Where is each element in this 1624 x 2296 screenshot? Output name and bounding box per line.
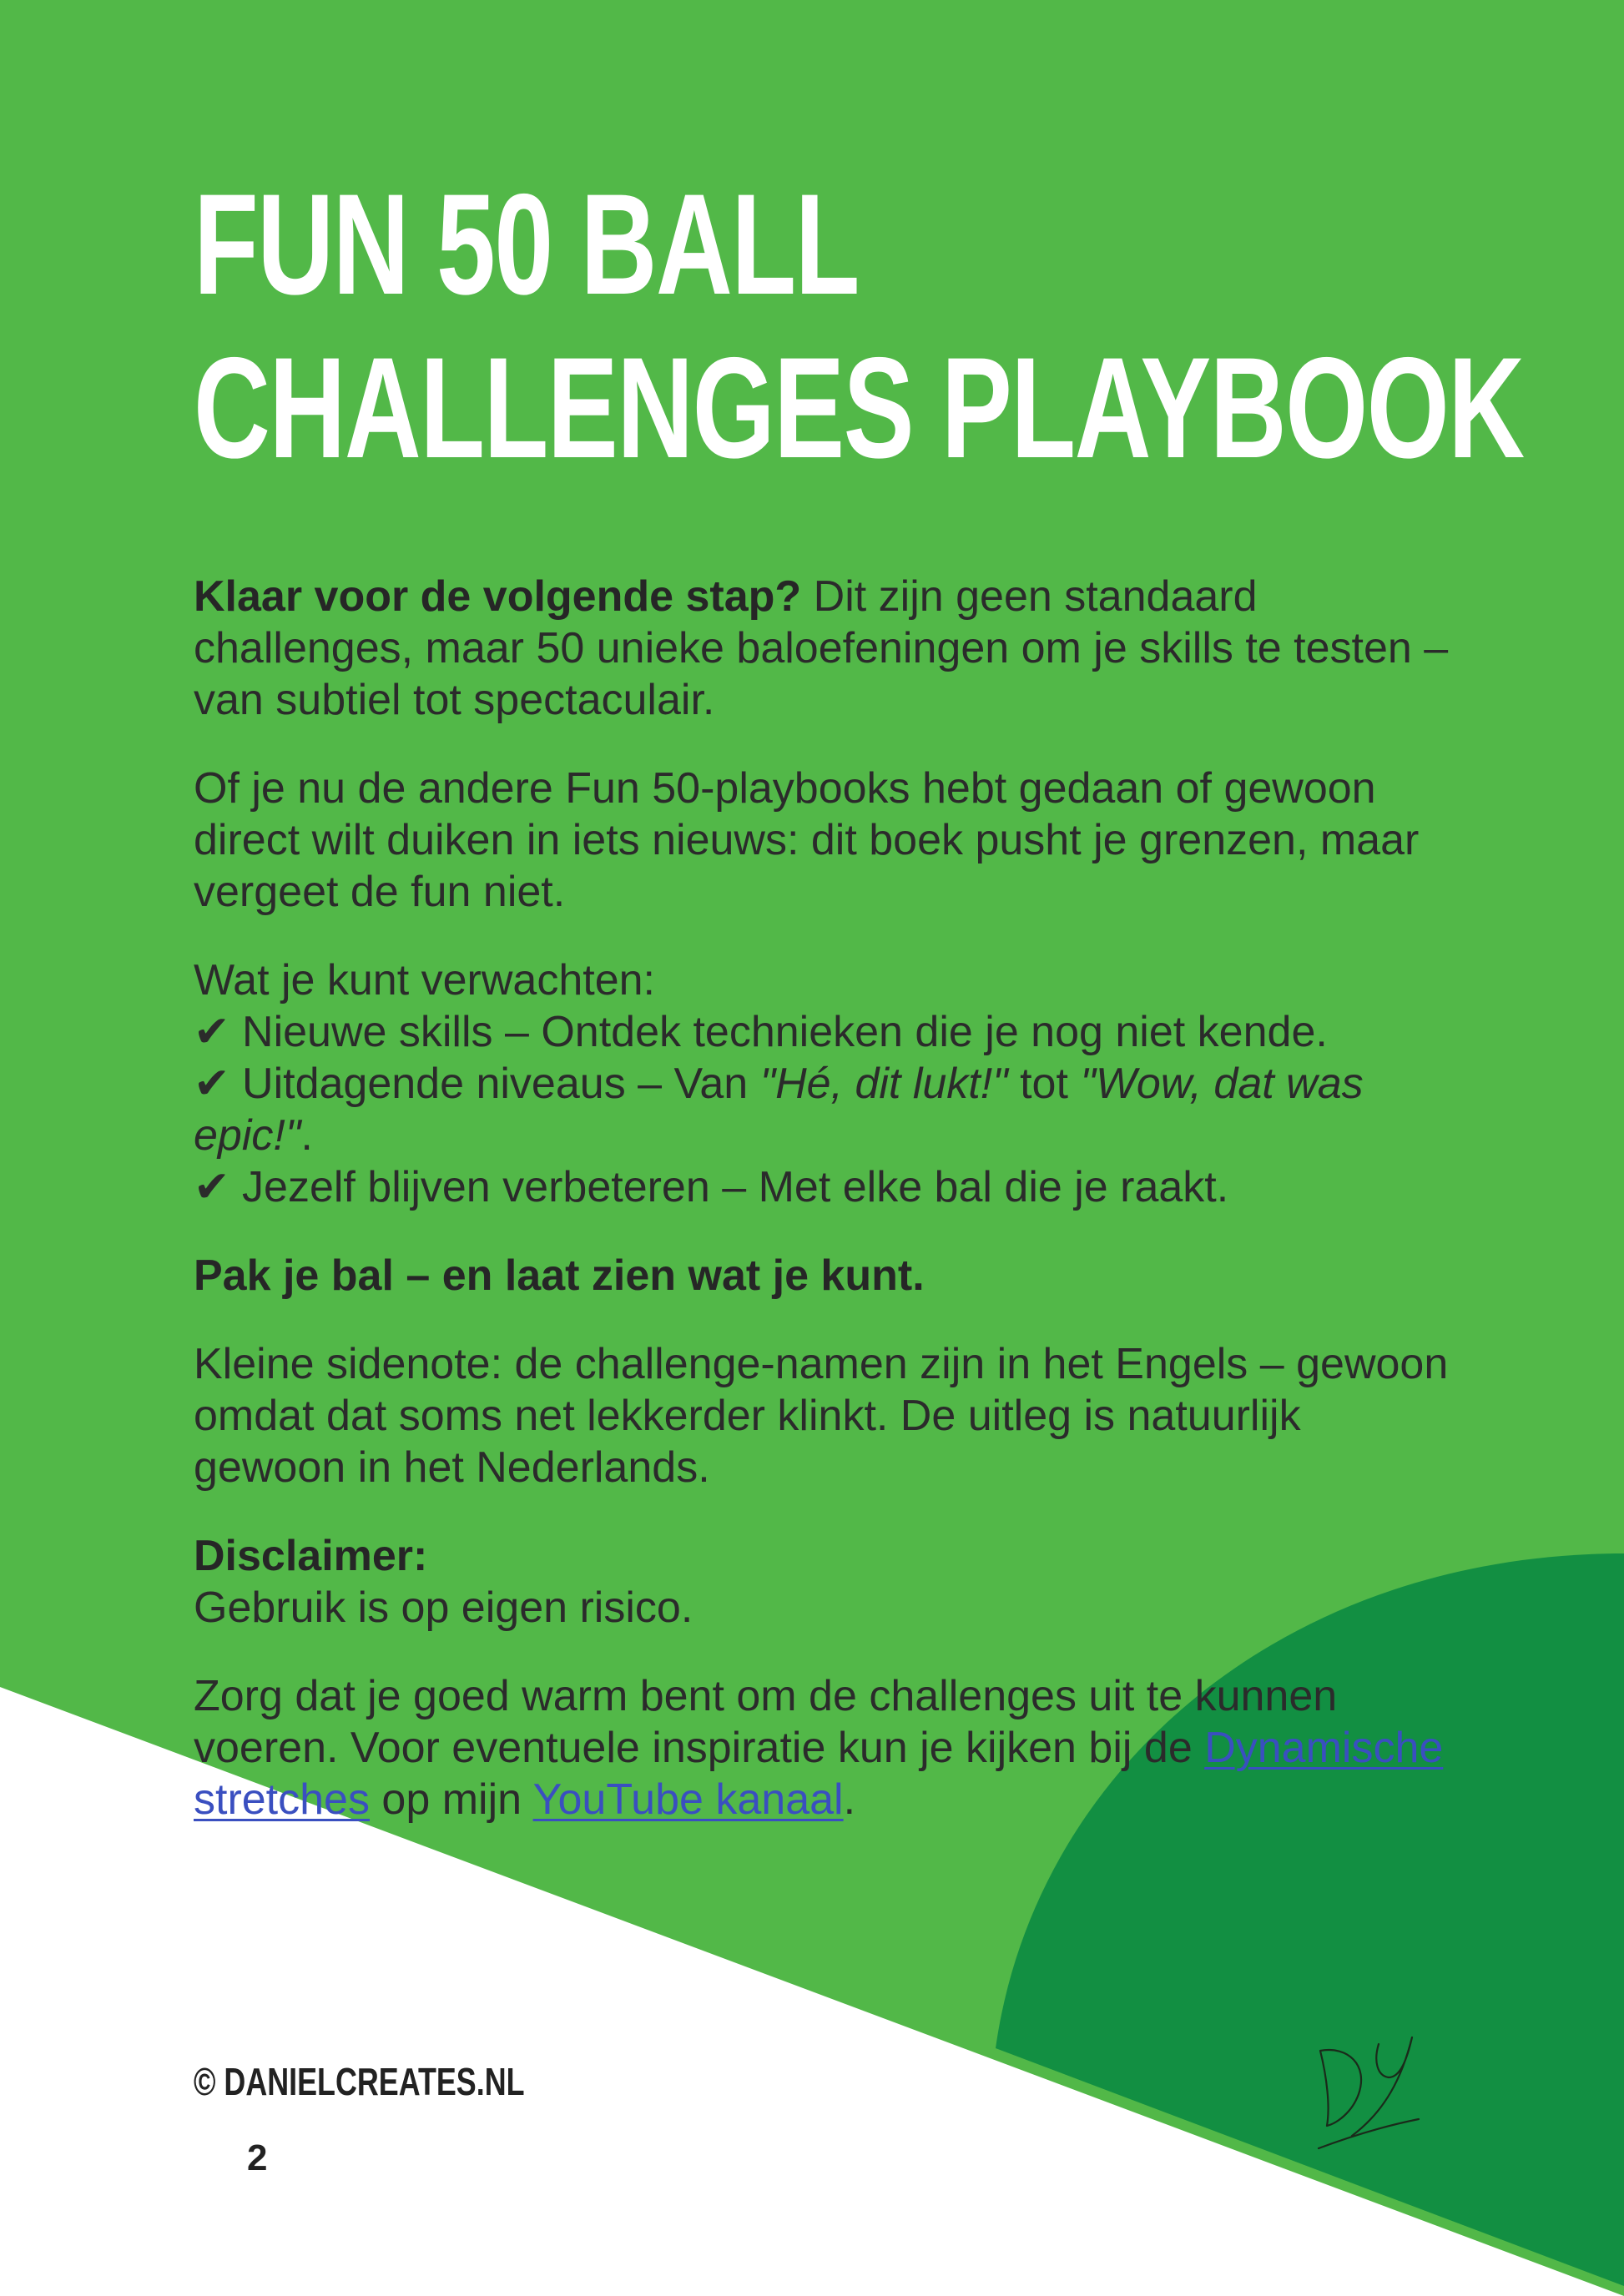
call-to-action [194, 1250, 1462, 1302]
cta-text: Pak je bal – en laat zien wat je kunt. [194, 1251, 925, 1300]
warmup-text: Zorg dat je goed warm bent om de challenges uit te kunnen voeren. Voor eventuele inspiratie kun je kijken bij de [194, 1672, 1338, 1772]
title-line-2: CHALLENGES PLAYBOOK [194, 328, 1524, 488]
warmup-paragraph [194, 1670, 1462, 1825]
expect-heading: Wat je kunt verwachten: [194, 956, 655, 1004]
copyright: © DANIELCREATES.NL [194, 2060, 525, 2103]
intro-paragraph [194, 571, 1462, 726]
sidenote: Kleine sidenote: de challenge-namen zijn in het Engels – gewoon omdat dat soms net lekkerder klinkt. De uitleg is natuurlijk gewoon in het Nederlands. [194, 1340, 1449, 1492]
dynamic-stretches-link[interactable]: Dynamische stretches [194, 1724, 1444, 1824]
page-number: 2 [247, 2137, 268, 2178]
paragraph-2: Of je nu de andere Fun 50-playbooks hebt gedaan of gewoon direct wilt duiken in iets nieuws: dit boek pusht je grenzen, maar vergeet de fun niet. [194, 764, 1420, 916]
youtube-channel-link[interactable]: YouTube kanaal [532, 1775, 844, 1824]
disclaimer [194, 1530, 1462, 1634]
body-text [194, 571, 1462, 1862]
expect-item-2 [194, 1058, 1462, 1161]
warmup-middle: op mijn [369, 1775, 533, 1824]
signature-icon [1302, 2027, 1435, 2152]
expect-list [194, 954, 1462, 1213]
warmup-end: . [843, 1775, 856, 1824]
expect-item-2-pre: ✔ Uitdagende niveaus – Van [194, 1060, 760, 1108]
disclaimer-text: Gebruik is op eigen risico. [194, 1584, 693, 1632]
intro-text: Dit zijn geen standaard challenges, maar 50 unieke baloefeningen om je skills te testen – van subtiel tot spectaculair. [194, 572, 1449, 724]
expect-item-1: ✔ Nieuwe skills – Ontdek technieken die je nog niet kende. [194, 1008, 1328, 1056]
disclaimer-label: Disclaimer: [194, 1532, 428, 1580]
intro-bold: Klaar voor de volgende stap? [194, 572, 802, 621]
title-line-1: FUN 50 BALL [194, 164, 859, 325]
page-title [194, 163, 1524, 490]
expect-item-2-end: . [300, 1111, 313, 1160]
expect-item-2-quote-2: "Wow, dat was epic!" [194, 1060, 1364, 1160]
expect-item-2-quote-1: "Hé, dit lukt!" [759, 1060, 1008, 1108]
expect-item-2-mid: tot [1007, 1060, 1081, 1108]
expect-item-3: ✔ Jezelf blijven verbeteren – Met elke bal die je raakt. [194, 1163, 1229, 1211]
